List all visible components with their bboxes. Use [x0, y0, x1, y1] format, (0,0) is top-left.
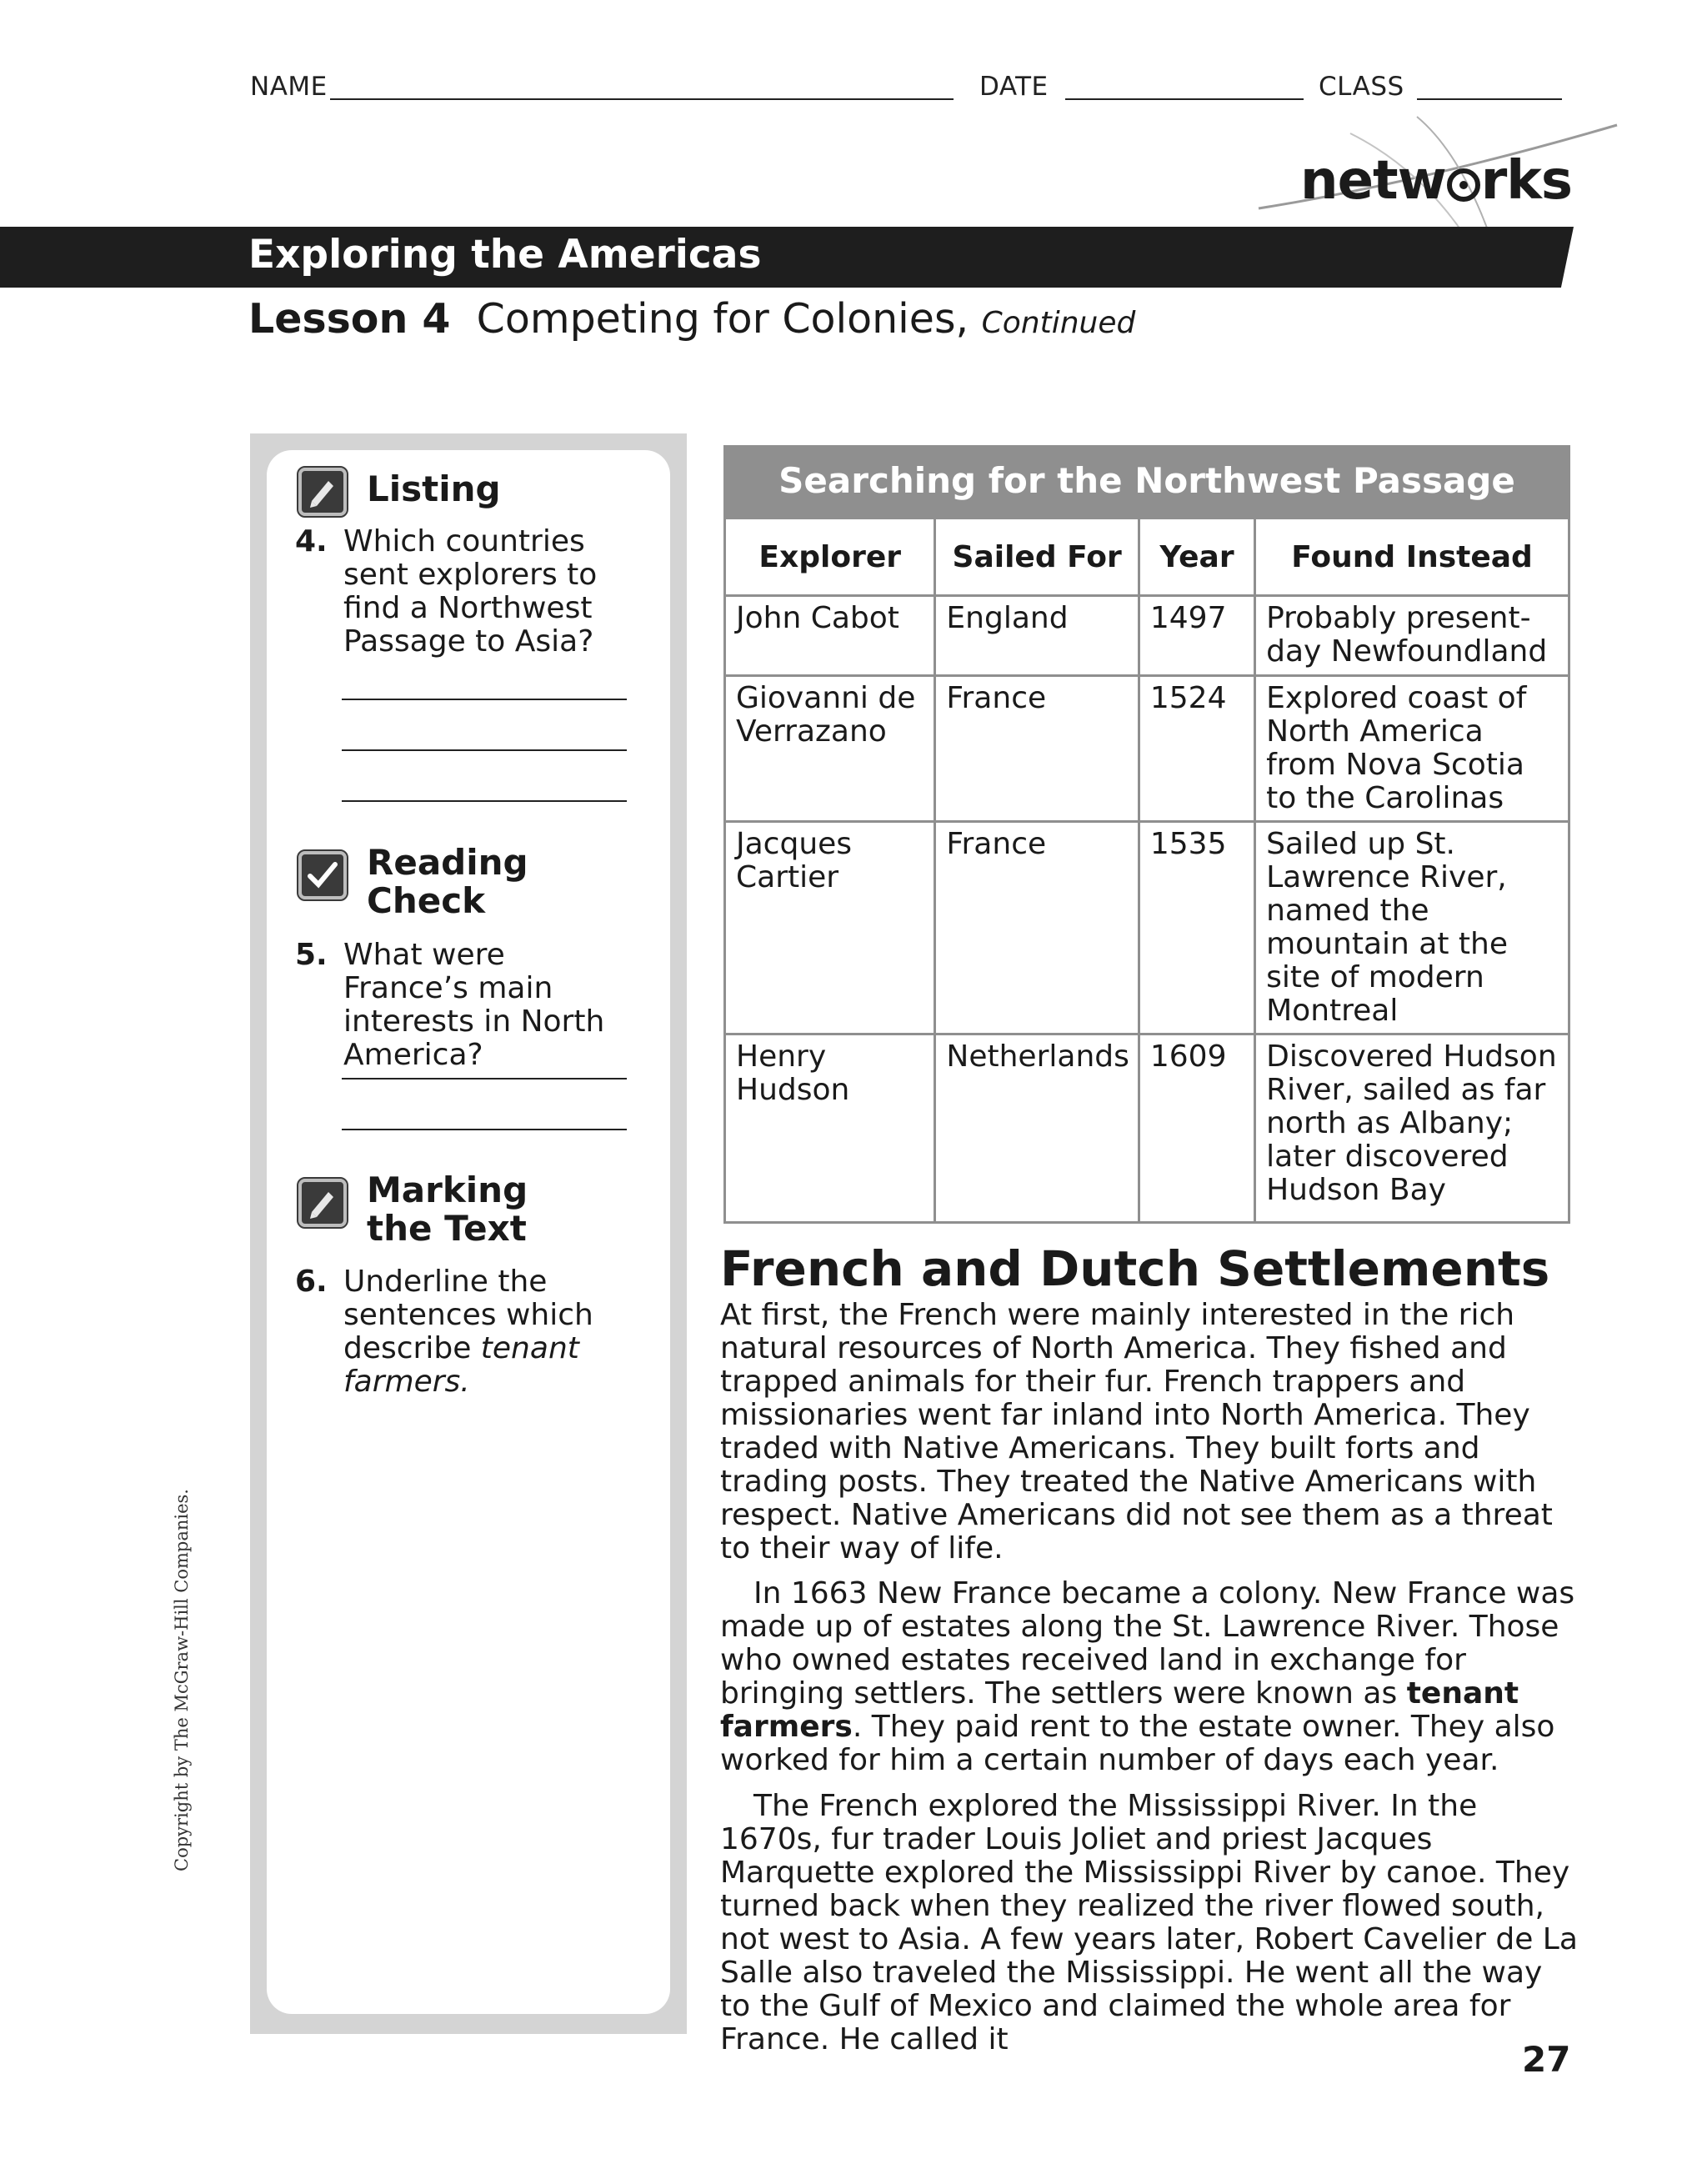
- paragraph: The French explored the Mississippi River. In the 1670s, fur trader Louis Joliet and priest Jacques Marquette explored the Mississippi River by canoe. They turned back when they realized the river flowed south, not west to Asia. A few years later, Robert Cavelier de La Salle also traveled the Mississippi. He went all the way to the Gulf of Mexico and claimed the whole area for France. He called it: [720, 1789, 1578, 2056]
- date-field[interactable]: [1065, 98, 1304, 100]
- lesson-heading: [248, 295, 1135, 343]
- answer-line[interactable]: [342, 699, 627, 700]
- table-cell: John Cabot: [725, 596, 935, 676]
- pencil-icon: [298, 468, 347, 516]
- chapter-title: Exploring the Americas: [248, 232, 762, 278]
- table-row: [725, 676, 1569, 822]
- table-cell: England: [935, 596, 1139, 676]
- paragraph: At first, the French were mainly interested in the rich natural resources of North America. They fished and trapped animals for their fur. French trappers and missionaries went far inland into North America. They traded with Native Americans. They built forts and trading posts. They treated the Native Americans with respect. Native Americans did not see them as a threat to their way of life.: [720, 1298, 1553, 1565]
- table-header-row: [725, 518, 1569, 596]
- date-label: DATE: [979, 72, 1049, 102]
- question-5: 5. What were France’s main interests in North America?: [295, 938, 605, 1072]
- lesson-label: Lesson 4: [248, 295, 451, 343]
- class-label: CLASS: [1319, 72, 1404, 102]
- section-heading-marking-text: Marking the Text: [367, 1170, 528, 1249]
- question-4: 4. Which countries sent explorers to find a Northwest Passage to Asia?: [295, 524, 598, 659]
- brand-logo: netw rks: [1300, 150, 1572, 212]
- table-cell: Henry Hudson: [725, 1034, 935, 1223]
- answer-line[interactable]: [342, 800, 627, 802]
- table-row: [725, 596, 1569, 676]
- page-number: 27: [1522, 2039, 1571, 2080]
- name-field[interactable]: [330, 98, 954, 100]
- table-cell: Sailed up St. Lawrence River, named the mountain at the site of modern Montreal: [1255, 822, 1569, 1034]
- table-cell: 1524: [1139, 676, 1254, 822]
- table-cell: Probably present-day Newfoundland: [1255, 596, 1569, 676]
- checkmark-icon: [298, 851, 347, 899]
- key-term: tenant farmers: [720, 1676, 1519, 1744]
- paragraph: In 1663 New France became a colony. New France was made up of estates along the St. Lawrence River. Those who owned estates received land in exchange for bringing settlers. The settlers were known as tenant farmers. They paid rent to the estate owner. They also worked for him a certain number of days each year.: [720, 1576, 1575, 1777]
- section-heading: French and Dutch Settlements: [720, 1240, 1550, 1297]
- table-cell: Discovered Hudson River, sailed as far north as Albany; later discovered Hudson Bay: [1255, 1034, 1569, 1223]
- continued-label: Continued: [981, 306, 1136, 340]
- column-header: Found Instead: [1255, 518, 1569, 596]
- column-header: Sailed For: [935, 518, 1139, 596]
- title-banner: [0, 227, 1574, 288]
- column-header: Year: [1139, 518, 1254, 596]
- globe-icon: [1447, 168, 1480, 202]
- answer-line[interactable]: [342, 749, 627, 751]
- explorers-table: [723, 517, 1570, 1224]
- pencil-icon: [298, 1179, 347, 1227]
- column-header: Explorer: [725, 518, 935, 596]
- table-cell: 1609: [1139, 1034, 1254, 1223]
- question-6: 6. Underline the sentences which describe tenant farmers.: [295, 1265, 593, 1399]
- section-heading-listing: Listing: [367, 468, 501, 509]
- lesson-title: Competing for Colonies,: [476, 295, 969, 343]
- table-title: Searching for the Northwest Passage: [723, 445, 1570, 517]
- table-cell: France: [935, 676, 1139, 822]
- table-row: [725, 1034, 1569, 1223]
- table-cell: 1497: [1139, 596, 1254, 676]
- table-cell: 1535: [1139, 822, 1254, 1034]
- table-cell: Netherlands: [935, 1034, 1139, 1223]
- answer-line[interactable]: [342, 1129, 627, 1130]
- copyright-notice: Copyright by The McGraw-Hill Companies.: [172, 1489, 192, 1871]
- table-row: [725, 822, 1569, 1034]
- name-label: NAME: [250, 72, 328, 102]
- table-cell: Jacques Cartier: [725, 822, 935, 1034]
- table-cell: France: [935, 822, 1139, 1034]
- table-cell: Explored coast of North America from Nova Scotia to the Carolinas: [1255, 676, 1569, 822]
- answer-line[interactable]: [342, 1078, 627, 1079]
- section-heading-reading-check: Reading Check: [367, 842, 528, 921]
- class-field[interactable]: [1417, 98, 1562, 100]
- table-cell: Giovanni de Verrazano: [725, 676, 935, 822]
